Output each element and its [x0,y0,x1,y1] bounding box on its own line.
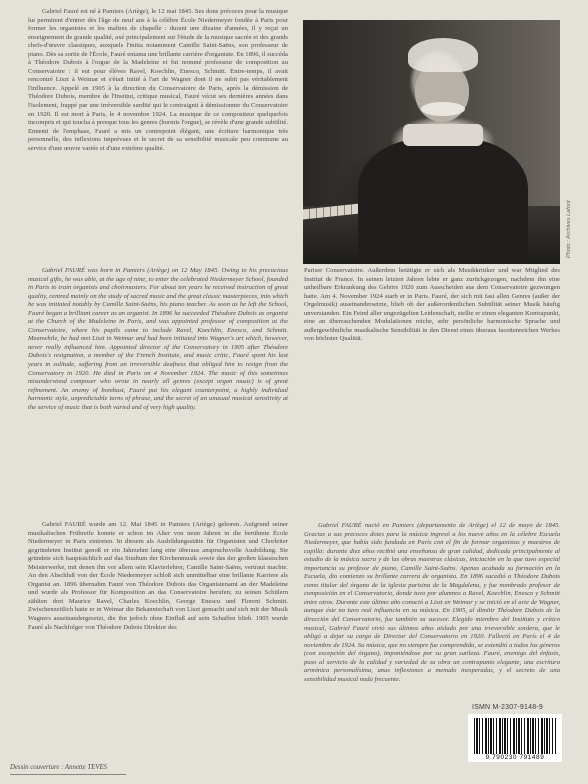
moustache-shape [421,102,465,116]
barcode [468,714,562,762]
french-body: est né à Pamiers (Ariège), le 12 mai 1845. Ses dons précoces pour la musique lui permirent d'entrer dès l'âge de neuf ans à la célèbre École Niedermeyer fondée à Paris pour former les organistes et les maîtres de chapelle : durant une dizaine d'années, il y reçut un enseignement de grande qualité, axé principalement sur l'étude de la musique sacrée et des grands chefs-d'œuvre classiques, auxquels l'initia notamment Camille Saint-Saëns, son professeur de piano. Dès sa sortie de l'École, Fauré entama une brillante carrière d'organiste. En 1896, il succéda à Théodore Dubois à l'orgue de la Madeleine et fut nommé professeur de composition au Conservatoire : il eut pour élèves Ravel, Koechlin, Enesco, Schmitt. Entre-temps, il avait rencontré Liszt à Weimar et s'était initié à l'art de Wagner dont il ne subit pas véritablement l'influence. Appelé en 1905 à la direction du Conservatoire de Paris, après la démission de Théodore Dubois, membre de l'Institut, critique musical, Fauré vécut ses dernières années dans l'isolement, frappé par une irréversible surdité qui le contraignit à démissionner du Conservatoire en 1920. Il est mort à Paris, le 4 novembre 1924. La musique de ce compositeur quelquefois incompris et qui toucha à presque tous les genres (hormis l'orgue), se révèle d'une grande subtilité. Ennemi de l'emphase, Fauré a mis un contrepoint élégant, une écriture harmonique très personnelle, des inflexions imprévues et le secret de sa sensibilité musicale peu commune au service d'une œuvre variée et d'une extrême qualité. [28,8,289,152]
german-biography-continued [304,267,560,344]
faure-at-piano-photo [303,20,560,264]
french-name: Gabriel Fauré [42,8,79,15]
barcode-bars [474,718,556,754]
french-biography [28,8,288,153]
english-name: Gabriel FAURÉ [42,267,86,274]
spanish-body: nació en Pamiers (departamento de Ariège) el 12 de mayo de 1845. Gracias a sus precoces dotes para la música ingresó a los nueve años en la célebre Escuela Niedermeyer, que había sido fundada en París con el fin de formar organistas y maestros de capilla: durante diez años recibió una enseñanza de gran calidad, dedicada principalmente al estudio de la música sacra y de las obras maestras clásicas, iniciación en la que tuvo especial importancia su profesor de piano, Camille Saint-Saëns. Apenas acabada su formación en la Escuela, dio comienzo su brillante carrera de organista. En 1896 sucedió a Théodore Dubois como titular del órgano de la iglesia parisina de la Magdalena, y fue nombrado profesor de composición en el Conservatorio, donde tuvo por alumnos a Ravel, Koechlin, Enesco y Schmitt entre otros. Durante este último año conoció a Liszt en Weimar y se inició en el arte de Wagner, aunque éste no tuvo real influencia en su música. En 1905, al dimitir Théodore Dubois de la dirección del Conservatorio, fue también su sucesor. Elegido miembro del Instituto y crítico musical, Gabriel Fauré vivió sus últimos años aislado por una irreversible sordera, que le obligó a dejar su cargo de Director del Conservatorio en 1920. Falleció en París el 4 de noviembre de 1924. Su música, que no siempre fue comprendida, se extendió a todos los géneros (con excepción del órgano), imponiéndose por su gran sutileza. Fauré, enemigo del énfasis, puso al servicio de la calidad y variedad de su obra un contrapunto elegante, una escritura armónica personalísima, unas inflexiones a menudo inesperadas, y el secreto de una sensibilidad musical nada frecuente. [304,522,560,683]
german-continued-text: Pariser Conservatoire. Außerdem betätigte er sich als Musikkritiker und war Mitglied des Institut de France. In seinen letzten Jahren lebte er ganz zurückgezogen, nachdem ihn eine unheilbare Erkrankung des Gehörs 1920 zum Ausscheiden aus dem Conservatoire gezwungen hatte. Am 4. November 1924 starb er in Paris. Fauré, der sich mit fast allen Genres (außer der Orgelmusik) auseinandersetzte, blieb ob der außerordentlichen Subtilität seiner Musik häufig unverstanden. Ein Feind aller ungezügelten Leidenschaft, stellte er einen eleganten Kontrapunkt, eine an überraschenden Modulationen reiche, sehr persönliche harmonische Sprache und außergewöhnliche musikalische Sensibilität in den Dienst eines überaus facettenreichen Werkes von höchster Qualität. [304,267,560,343]
dark-coat-shape [358,138,528,264]
collar-shape [403,124,483,146]
spanish-name: Gabriel FAURÉ [318,522,362,529]
barcode-digits: 9 790230 791489 [485,754,545,761]
ismn-number: ISMN M-2307-9148-9 [472,704,543,711]
german-body: wurde am 12. Mai 1845 in Pamiers (Ariège) geboren. Aufgrund seiner musikalischen Frühreife konnte er schon im Alter von neun Jahren in die berühmte École Niedermeyer in Paris eintreten. In diesem als Ausbildungsstätte für Organisten und Chorleiter gegründeten Institut genoß er ein Jahrzehnt lang eine überaus anspruchsvolle Ausbildung. Sie gründete sich hauptsächlich auf das Studium der Kirchenmusik sowie das der großen klassischen Meisterwerke, mit denen ihn vor allem sein Klavierlehrer, Camille Saint-Saëns, vertraut machte. An den Abschluß von der École Niedermeyer schloß sich unmittelbar eine brillante Karriere als Organist an. 1896 übernahm Fauré von Théodore Dubois das Organistenamt an der Madeleine und wurde als Professor für Komposition an das Conservatoire berufen; zu seinen Schülern zählten dort Maurice Ravel, Charles Koechlin, George Enescu und Florent Schmitt. Zwischenzeitlich hatte er in Weimar die Bekanntschaft von Liszt gemacht und sich mit der Musik Wagners auseinandergesetzt, die ihn jedoch ohne Einfluß auf sein Schaffen blieb. 1905 wurde Fauré als Nachfolger von Théodore Dubois Direktor des [28,521,288,631]
photo-credit: Photo : Archives Lafont [566,200,572,258]
cover-credit-underline [10,774,126,775]
english-biography [28,267,288,412]
spanish-biography [304,522,560,684]
german-name: Gabriel FAURÉ [42,521,86,528]
german-biography [28,521,288,632]
english-body: was born in Pamiers (Ariège) on 12 May 1845. Owing to his precocious musical gifts, he was able, at the age of nine, to enter the celebrated Niedermeyer School, founded in Paris to train organists and choirmasters. For about ten years he received instruction of great quality, centred mainly on the study of sacred music and the great classic masterpieces, into which he was initiated notably by Camille Saint-Saëns, his piano teacher. As soon as he left the School, Fauré began a brilliant career as an organist. In 1896 he succeeded Théodore Dubois as organist at the Church of the Madeleine in Paris, and was appointed professor of composition at the Conservatoire, where his pupils came to include Ravel, Koechlin, Enesco, and Schmitt. Meanwhile, he had met Liszt in Weimar and had been initiated into Wagner's art which, however, never really influenced him. Appointed director of the Conservatory in 1905 after Théodore Dubois's resignation, a member of the French Institute, and music critic, Fauré spent his last years in solitude, suffering from an irreversible deafness that obliged him to resign from the Conservatory in 1920. He died in Paris on 4 November 1924. The music of this sometimes misunderstood composer who wrote in nearly all genres (except organ music) is of great refinement. An enemy of bombast, Fauré put his elegant counterpoint, a highly individual harmonic style, unpredictable turns of phrase, and the secret of an unusual musical sensitivity at the service of music that is both varied and of very high quality. [28,267,288,411]
white-hair-shape [408,38,478,72]
cover-design-credit: Dessin couverture : Annette TEVES [10,764,108,771]
